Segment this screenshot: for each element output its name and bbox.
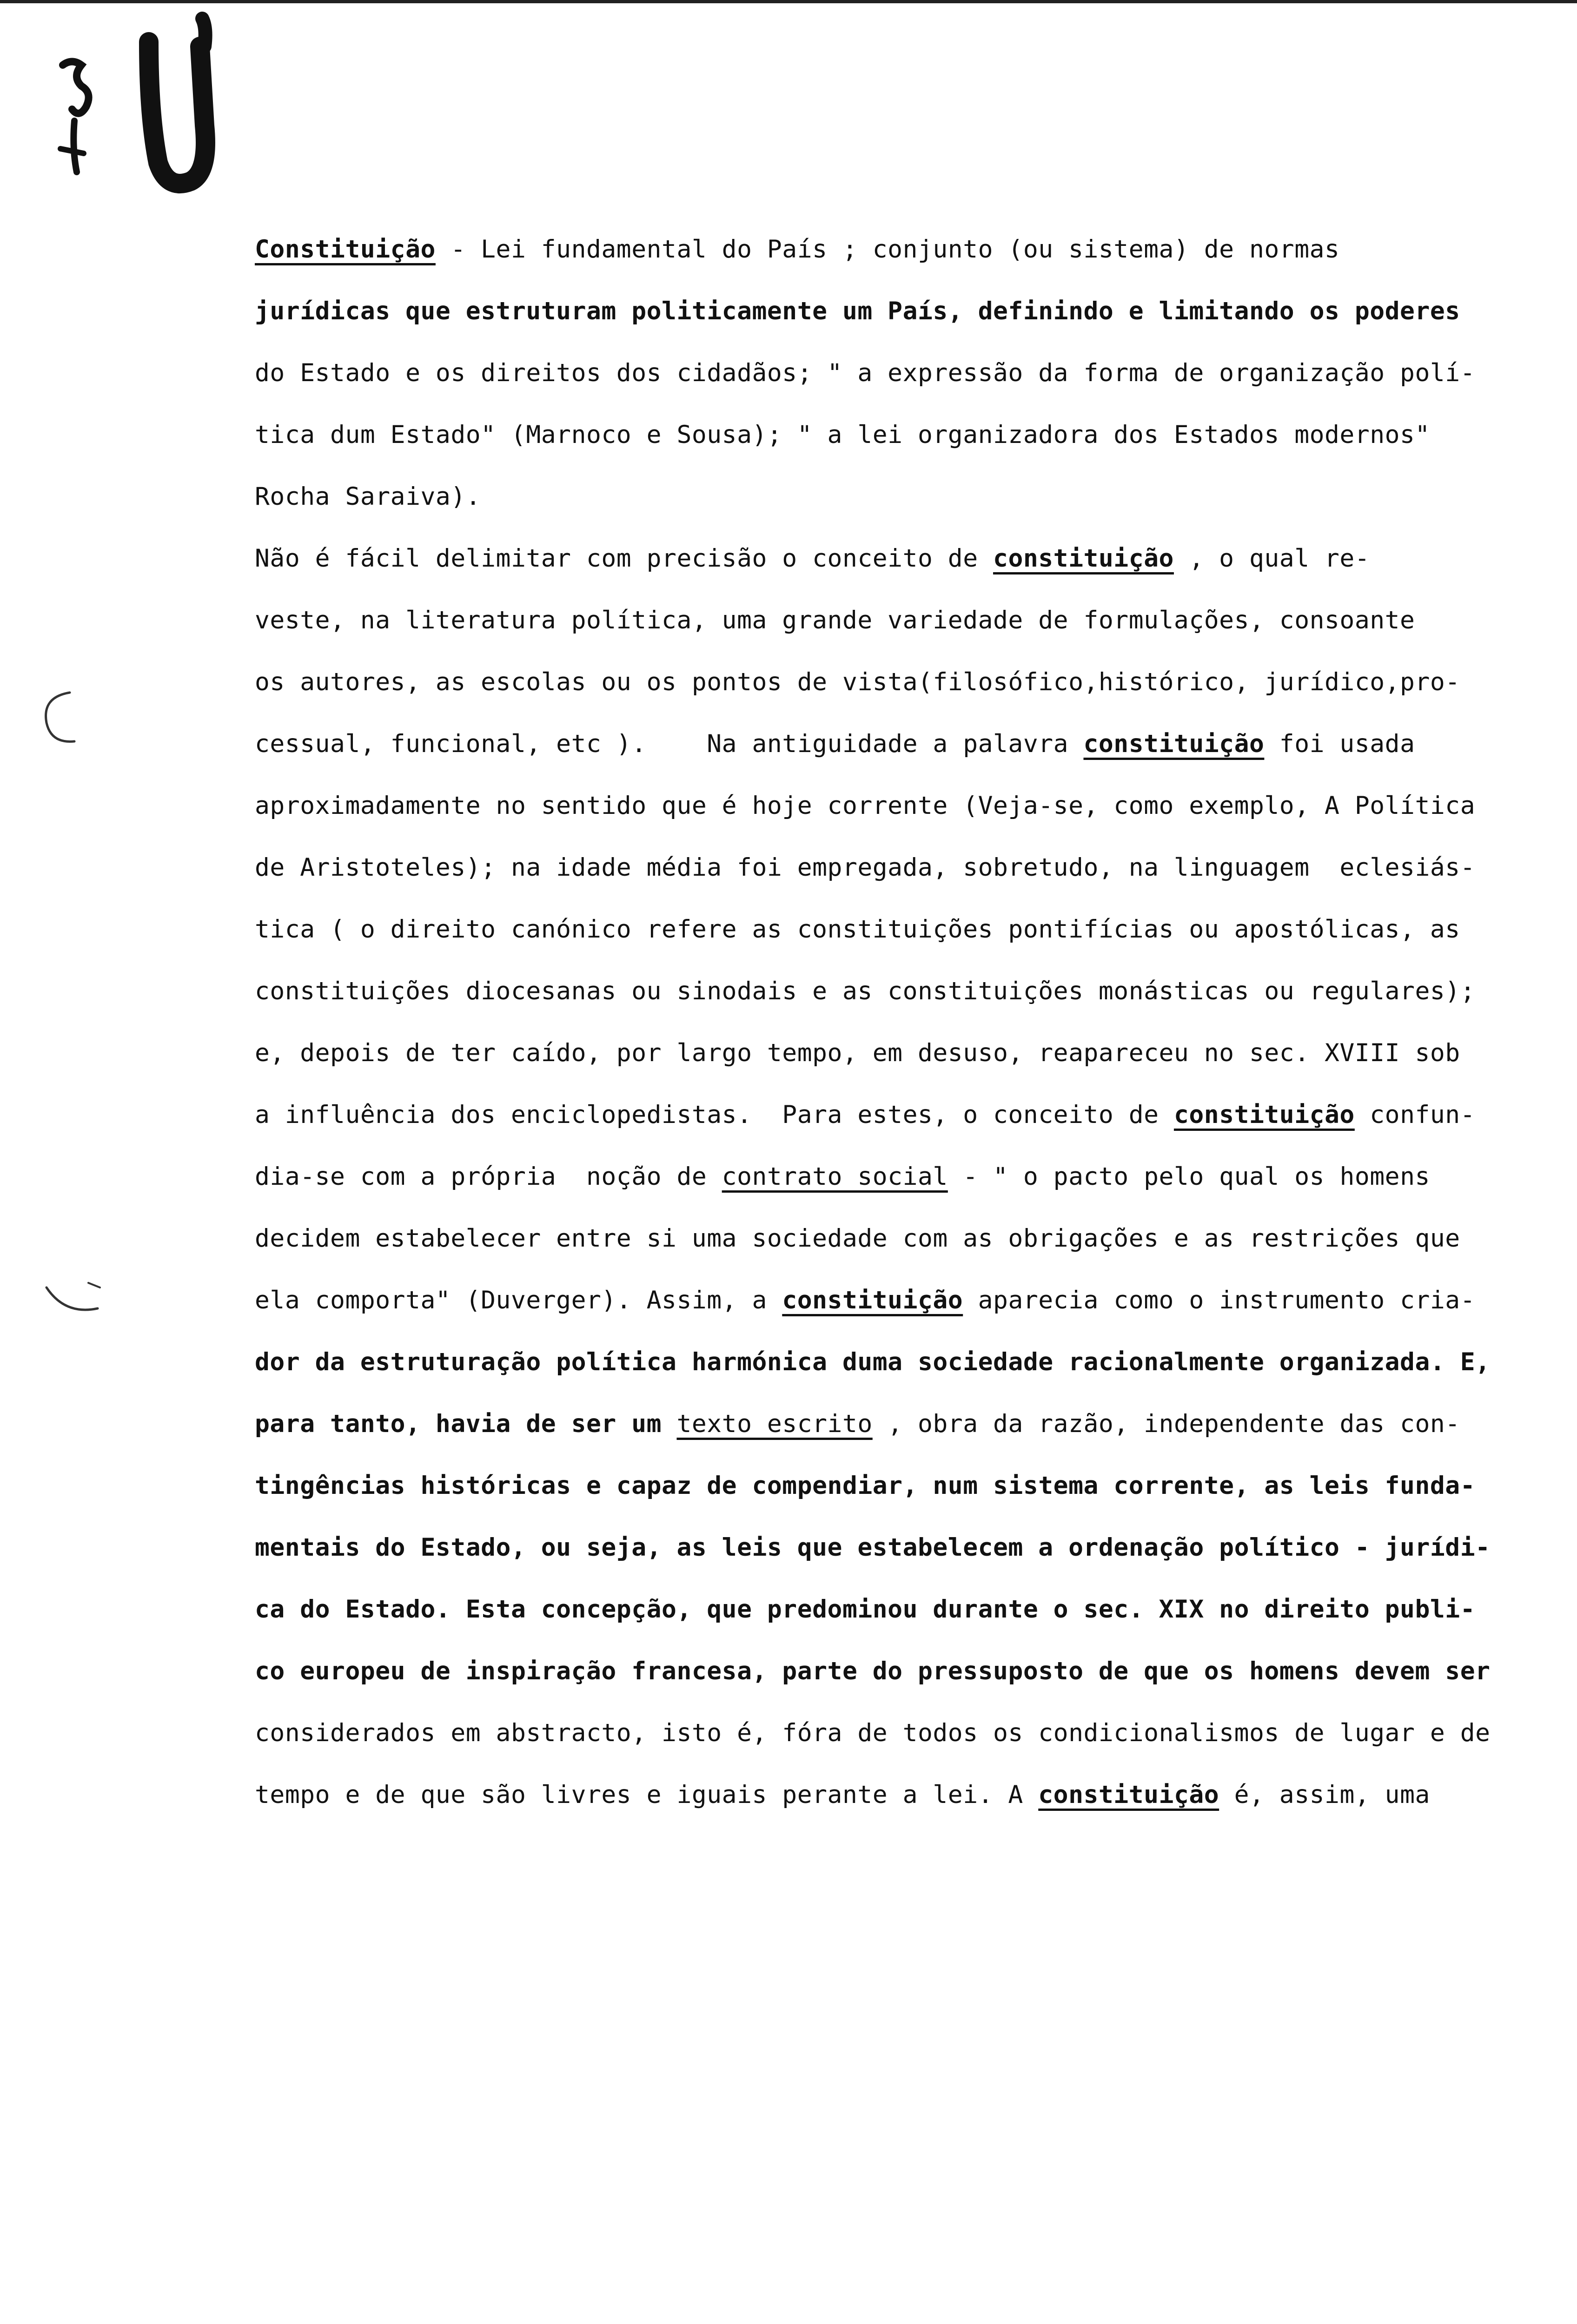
text-line: mentais do Estado, ou seja, as leis que estabelecem a ordenação político - jurídi- <box>255 1533 1491 1562</box>
line-text: dia-se com a própria noção de <box>255 1162 722 1191</box>
text-line <box>255 218 1557 280</box>
text-line: e, depois de ter caído, por largo tempo, em desuso, reapareceu no sec. XVIII sob <box>255 1039 1460 1067</box>
text-line <box>255 528 1557 589</box>
line-text: , obra da razão, independente das con- <box>872 1410 1460 1438</box>
line-text: aparecia como o instrumento cria- <box>963 1286 1476 1314</box>
text-line: veste, na literatura política, uma grande variedade de formulações, consoante <box>255 606 1415 634</box>
text-line: decidem estabelecer entre si uma sociedade com as obrigações e as restrições que <box>255 1224 1460 1253</box>
text-line: aproximadamente no sentido que é hoje corrente (Veja-se, como exemplo, A Política <box>255 792 1476 820</box>
line-text: - Lei fundamental do País ; conjunto (ou sistema) de normas <box>435 235 1340 264</box>
line-text: tempo e de que são livres e iguais perante a lei. A <box>255 1781 1039 1809</box>
line-text: foi usada <box>1264 730 1415 758</box>
text-line <box>255 1269 1557 1331</box>
handwritten-number-mark-icon <box>42 9 237 205</box>
text-line <box>255 1764 1557 1826</box>
margin-bracket-mark-icon <box>33 683 84 753</box>
margin-tick-mark-icon <box>37 1274 112 1329</box>
text-line: tica dum Estado" (Marnoco e Sousa); " a lei organizadora dos Estados modernos" <box>255 421 1430 449</box>
text-line: Rocha Saraiva). <box>255 482 481 511</box>
text-line: jurídicas que estruturam politicamente um País, definindo e limitando os poderes <box>255 297 1460 325</box>
line-text: ela comporta" (Duverger). Assim, a <box>255 1286 782 1314</box>
paragraph-constituicao-definition <box>255 218 1557 528</box>
text-line: os autores, as escolas ou os pontos de vista(filosófico,histórico, jurídico,pro- <box>255 668 1460 696</box>
underlined-term: constituição <box>1083 730 1265 758</box>
text-line: do Estado e os direitos dos cidadãos; " a expressão da forma de organização polí- <box>255 359 1476 387</box>
typed-document-body <box>255 218 1557 1826</box>
text-line: tica ( o direito canónico refere as constituições pontifícias ou apostólicas, as <box>255 915 1460 944</box>
underlined-term: texto escrito <box>676 1410 873 1438</box>
defined-term: Constituição <box>255 235 436 264</box>
text-line <box>255 1146 1557 1208</box>
line-text: cessual, funcional, etc ). Na antiguidade a palavra <box>255 730 1084 758</box>
text-line: de Aristoteles); na idade média foi empregada, sobretudo, na linguagem eclesiás- <box>255 853 1476 882</box>
line-text: é, assim, uma <box>1219 1781 1430 1809</box>
page-top-edge <box>0 0 1577 3</box>
line-text: - " o pacto pelo qual os homens <box>948 1162 1430 1191</box>
text-line: tingências históricas e capaz de compendiar, num sistema corrente, as leis funda- <box>255 1472 1476 1500</box>
text-line: considerados em abstracto, isto é, fóra de todos os condicionalismos de lugar e de <box>255 1719 1491 1747</box>
text-line: co europeu de inspiração francesa, parte do pressuposto de que os homens devem ser <box>255 1657 1491 1685</box>
underlined-term: constituição <box>782 1286 963 1314</box>
line-text: confun- <box>1354 1101 1476 1129</box>
line-text: , o qual re- <box>1173 544 1370 573</box>
text-line: dor da estruturação política harmónica duma sociedade racionalmente organizada. E, <box>255 1348 1491 1376</box>
text-line: ca do Estado. Esta concepção, que predominou durante o sec. XIX no direito publi- <box>255 1595 1476 1624</box>
underlined-term: constituição <box>993 544 1174 573</box>
underlined-term: constituição <box>1038 1781 1219 1809</box>
underlined-term: constituição <box>1173 1101 1355 1129</box>
line-text: para tanto, havia de ser um <box>255 1410 677 1438</box>
line-text: Não é fácil delimitar com precisão o conceito de <box>255 544 994 573</box>
paragraph-concept-history <box>255 528 1557 1826</box>
line-text: a influência dos enciclopedistas. Para estes, o conceito de <box>255 1101 1174 1129</box>
text-line <box>255 713 1557 775</box>
underlined-term: contrato social <box>722 1162 948 1191</box>
text-line <box>255 1084 1557 1146</box>
text-line: constituições diocesanas ou sinodais e as constituições monásticas ou regulares); <box>255 977 1476 1005</box>
text-line <box>255 1393 1557 1455</box>
